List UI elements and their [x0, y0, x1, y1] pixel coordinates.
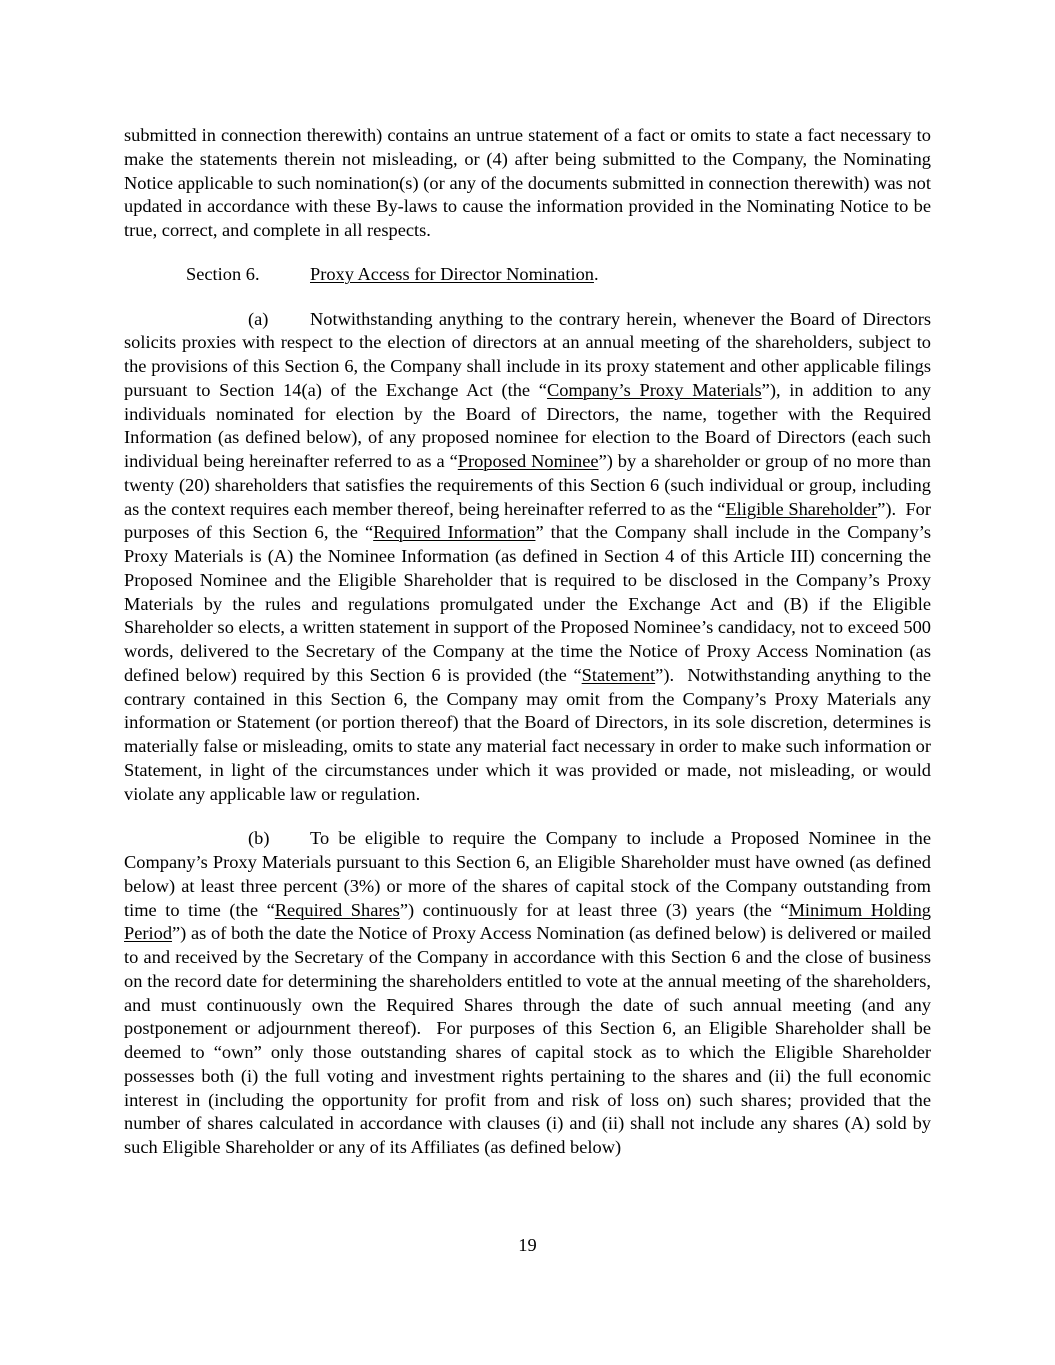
- section-title: Proxy Access for Director Nomination: [310, 263, 594, 284]
- paragraph-a-text: ”), in addition to any individuals nominated for election by the Board of Directors, the name, together with the Required Information (as defined below), of any proposed nominee for election to the Board of Directors (each such individual being hereinafter referred to as a “: [124, 379, 931, 471]
- paragraph-b-text: ”) as of both the date the Notice of Proxy Access Nomination (as defined below) is delivered or mailed to and received by the Secretary of the Company in accordance with this Section 6 and the close of business on the record date for determining the shareholders entitled to vote at the annual meeting of the shareholders, and must continuously own the Required Shares through the date of such annual meeting (and any postponement or adjournment thereof). For purposes of this Section 6, an Eligible Shareholder shall be deemed to “own” only those outstanding shares of capital stock as to which the Eligible Shareholder possesses both (i) the full voting and investment rights pertaining to the shares and (ii) the full economic interest in (including the opportunity for profit from and risk of loss on) such shares; provided that the number of shares calculated in accordance with clauses (i) and (ii) shall not include any shares (A) sold by such Eligible Shareholder or any of its Affiliates (as defined below): [124, 923, 931, 1157]
- defined-term-minimum-holding-period: Minimum Holding Period: [124, 899, 932, 944]
- paragraph-a-label: (a): [248, 308, 269, 329]
- defined-term-proposed-nominee: Proposed Nominee: [457, 451, 599, 471]
- paragraph-a-text: ” that the Company shall include in the Company’s Proxy Materials is (A) the Nominee Information (as defined in Section 4 of this Article III) concerning the Proposed Nominee and the Eligible Shareholder that is required to be disclosed in the Company’s Proxy Materials by the rules and regulations promulgated under the Exchange Act and (B) if the Eligible Shareholder so elects, a written statement in support of the Proposed Nominee’s candidacy, not to exceed 500 words, delivered to the Secretary of the Company at the time the Notice of Proxy Access Nomination (as defined below) required by this Section 6 is provided (the “: [124, 522, 931, 685]
- paragraph-a: [124, 308, 931, 807]
- paragraph-a-text: Notwithstanding anything to the contrary herein, whenever the Board of Directors solicits proxies with respect to the election of directors at an annual meeting of the shareholders, subject to the provisions of this Section 6, the Company shall include in its proxy statement and other applicable filings pursuant to Section 14(a) of the Exchange Act (the “: [124, 308, 931, 400]
- paragraph-a-text: ”). For purposes of this Section 6, the “: [124, 498, 931, 543]
- page-number: 19: [518, 1235, 537, 1255]
- opening-paragraph: submitted in connection therewith) contains an untrue statement of a fact or omits to state a fact necessary to make the statements therein not misleading, or (4) after being submitted to the Company, the Nominating Notice applicable to such nomination(s) (or any of the documents submitted in connection therewith) was not updated in accordance with these By-laws to cause the information provided in the Nominating Notice to be true, correct, and complete in all respects.: [124, 125, 931, 240]
- defined-term-statement: Statement: [581, 664, 656, 685]
- defined-term-company-proxy-materials: Company’s Proxy Materials: [546, 379, 762, 400]
- paragraph-a-text: ”) by a shareholder or group of no more than twenty (20) shareholders that satisfies the requirements of this Section 6 (such individual or group, including as the context requires each member thereof, being hereinafter referred to as the “: [124, 451, 931, 519]
- defined-term-required-shares: Required Shares: [274, 899, 400, 920]
- section-number: Section 6.: [186, 263, 260, 284]
- paragraph-b: [124, 827, 931, 1160]
- section-title-suffix: .: [593, 263, 599, 284]
- defined-term-required-information: Required Information: [373, 522, 536, 543]
- paragraph-b-text: To be eligible to require the Company to include a Proposed Nominee in the Company’s Proxy Materials pursuant to this Section 6, an Eligible Shareholder must have owned (as defined below) at least three percent (3%) or more of the shares of capital stock of the Company outstanding from time to time (the “: [124, 828, 931, 920]
- paragraph-b-text: ”) continuously for at least three (3) years (the “: [399, 899, 789, 920]
- paragraph-b-label: (b): [248, 828, 270, 849]
- defined-term-eligible-shareholder: Eligible Shareholder: [725, 498, 878, 519]
- document-page: [124, 124, 931, 1160]
- section-heading: [124, 263, 931, 287]
- paragraph-a-text: ”). Notwithstanding anything to the contrary contained in this Section 6, the Company may omit from the Company’s Proxy Materials any information or Statement (or portion thereof) that the Board of Directors, in its sole discretion, determines is materially false or misleading, omits to state any material fact necessary in order to make such information or Statement, in light of the circumstances under which it was provided or made, not misleading, or would violate any applicable law or regulation.: [124, 664, 931, 804]
